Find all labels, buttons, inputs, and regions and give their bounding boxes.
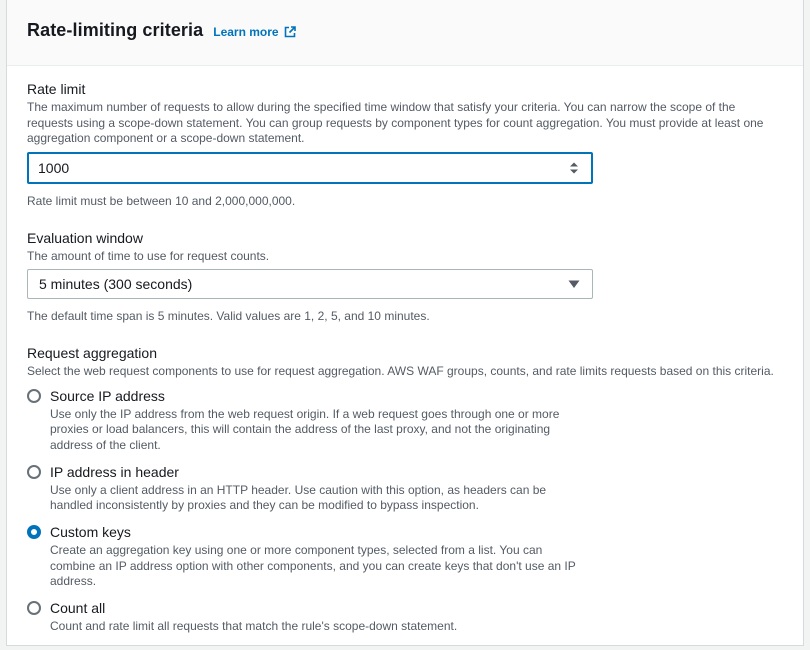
- request-aggregation-description: Select the web request components to use for request aggregation. AWS WAF groups, counts, and rate limits requests based on this criteria.: [27, 364, 774, 378]
- rate-limit-section: [27, 80, 783, 209]
- evaluation-window-label: Evaluation window: [27, 229, 143, 246]
- radio-option-count-all[interactable]: [27, 599, 783, 635]
- aggregation-radio-group: [27, 387, 783, 635]
- radio-description: Use only the IP address from the web request origin. If a web request goes through one or more proxies or load balancers, this will contain the address of the last proxy, and not the originating address of the client.: [50, 406, 560, 452]
- radio-label: IP address in header: [50, 463, 179, 480]
- rate-limit-input[interactable]: [27, 152, 593, 184]
- panel-title: Rate-limiting criteria: [27, 20, 204, 40]
- evaluation-window-description: The amount of time to use for request counts.: [27, 248, 270, 263]
- request-aggregation-label: Request aggregation: [27, 345, 157, 361]
- radio-label: Source IP address: [50, 387, 165, 404]
- external-link-icon: [284, 26, 296, 38]
- stepper-icon[interactable]: [569, 161, 579, 175]
- radio-option-custom-keys[interactable]: [27, 523, 783, 590]
- radio-option-source-ip[interactable]: [27, 387, 783, 454]
- evaluation-window-select[interactable]: [27, 269, 593, 299]
- radio-option-ip-header[interactable]: [27, 463, 783, 514]
- radio-description: Use only a client address in an HTTP header. Use caution with this option, as headers can be handled inconsistently by proxies and they can be modified to bypass inspection.: [50, 482, 547, 513]
- radio-button-selected[interactable]: [27, 525, 41, 539]
- rate-limit-label: Rate limit: [27, 81, 86, 97]
- rate-limiting-panel: [6, 0, 804, 646]
- evaluation-window-value: 5 minutes (300 seconds): [39, 276, 193, 292]
- radio-button[interactable]: [27, 601, 41, 615]
- radio-button[interactable]: [27, 465, 41, 479]
- radio-label: Count all: [50, 600, 106, 617]
- radio-button[interactable]: [27, 389, 41, 403]
- radio-label: Custom keys: [50, 524, 131, 541]
- radio-description: Count and rate limit all requests that match the rule's scope-down statement.: [50, 619, 458, 634]
- learn-more-label: Learn more: [213, 25, 279, 39]
- rate-limit-constraint: Rate limit must be between 10 and 2,000,000,000.: [27, 193, 296, 208]
- learn-more-link[interactable]: [213, 25, 295, 39]
- caret-down-icon: [568, 280, 580, 289]
- panel-header: [7, 0, 803, 66]
- radio-description: Create an aggregation key using one or more component types, selected from a list. You can combine an IP address option with other components, and you can create keys that don't use an IP address.: [50, 543, 576, 589]
- evaluation-window-constraint: The default time span is 5 minutes. Valid values are 1, 2, 5, and 10 minutes.: [27, 309, 430, 323]
- request-aggregation-section: [27, 344, 783, 635]
- rate-limit-value: 1000: [38, 159, 70, 176]
- evaluation-window-section: [27, 229, 783, 325]
- rate-limit-description: The maximum number of requests to allow during the specified time window that satisfy your criteria. You can narrow the scope of the requests using a scope-down statement. You can group requests by component types for count aggregation. You must provide at least one aggregation component or a scope-down statement.: [27, 100, 764, 145]
